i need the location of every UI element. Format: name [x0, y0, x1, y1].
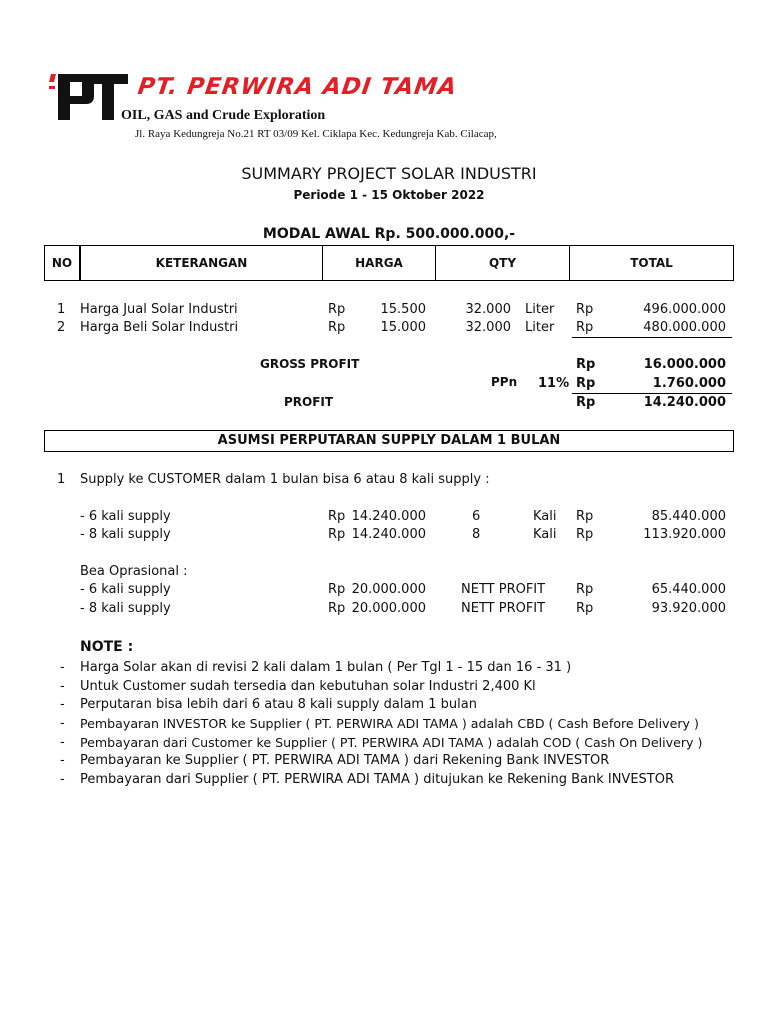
header-total: TOTAL: [569, 246, 733, 280]
initial-capital: MODAL AWAL Rp. 500.000.000,-: [262, 226, 516, 242]
row-total-currency: Rp: [576, 302, 594, 317]
ops-desc: NETT PROFIT: [461, 601, 546, 616]
ppn-label: PPn: [491, 375, 518, 389]
row-no: 1: [57, 302, 66, 317]
note-bullet: -: [60, 679, 65, 694]
note-text: Pembayaran INVESTOR ke Supplier ( PT. PERWIRA ADI TAMA ) adalah CBD ( Cash Before Delivery ): [80, 716, 699, 731]
total-underline: [572, 337, 732, 338]
note-bullet: -: [60, 660, 65, 675]
company-name: PT. PERWIRA ADI TAMA: [136, 74, 459, 100]
supply-total: 113.920.000: [643, 527, 726, 542]
ops-row-label: - 6 kali supply: [80, 582, 171, 597]
assumption-heading: ASUMSI PERPUTARAN SUPPLY DALAM 1 BULAN: [217, 433, 561, 448]
ops-total: 65.440.000: [651, 582, 726, 597]
header-qty: QTY: [435, 246, 569, 280]
gross-profit-label: GROSS PROFIT: [260, 357, 360, 371]
supply-amount: 14.240.000: [351, 527, 426, 542]
gross-profit-value: 16.000.000: [643, 357, 726, 372]
ops-currency: Rp: [328, 582, 346, 597]
period-subtitle: Periode 1 - 15 Oktober 2022: [293, 188, 485, 202]
assumption-no: 1: [57, 472, 66, 487]
row-desc: Harga Jual Solar Industri: [80, 302, 238, 317]
row-qty: 32.000: [465, 302, 511, 317]
note-text: Untuk Customer sudah tersedia dan kebutuhan solar Industri 2,400 Kl: [80, 679, 536, 694]
supply-times: 8: [472, 527, 481, 542]
row-unit: Liter: [525, 302, 555, 317]
page-title: SUMMARY PROJECT SOLAR INDUSTRI: [241, 164, 537, 183]
supply-currency: Rp: [328, 527, 346, 542]
header-harga: HARGA: [322, 246, 435, 280]
supply-total-currency: Rp: [576, 527, 594, 542]
supply-label: - 8 kali supply: [80, 527, 171, 542]
profit-label: PROFIT: [284, 395, 334, 409]
ppn-rate: 11%: [538, 376, 570, 391]
ops-amount: 20.000.000: [351, 601, 426, 616]
note-bullet: -: [60, 716, 65, 731]
note-bullet: -: [60, 697, 65, 712]
ppn-underline: [572, 393, 732, 394]
header-keterangan: KETERANGAN: [79, 246, 322, 280]
notes-heading: NOTE :: [80, 639, 134, 655]
company-address: Jl. Raya Kedungreja No.21 RT 03/09 Kel. Ciklapa Kec. Kedungreja Kab. Cilacap,: [135, 128, 497, 140]
ops-label: Bea Oprasional :: [80, 564, 188, 579]
supply-total-currency: Rp: [576, 509, 594, 524]
supply-times: 6: [472, 509, 481, 524]
row-currency: Rp: [328, 302, 346, 317]
row-qty: 32.000: [465, 320, 511, 335]
ops-row-label: - 8 kali supply: [80, 601, 171, 616]
row-total: 480.000.000: [643, 320, 726, 335]
ops-total: 93.920.000: [651, 601, 726, 616]
ppn-value: 1.760.000: [652, 376, 726, 391]
assumption-intro: Supply ke CUSTOMER dalam 1 bulan bisa 6 atau 8 kali supply :: [80, 472, 490, 487]
supply-total: 85.440.000: [651, 509, 726, 524]
ops-currency: Rp: [328, 601, 346, 616]
supply-currency: Rp: [328, 509, 346, 524]
supply-unit: Kali: [533, 509, 557, 524]
row-no: 2: [57, 320, 66, 335]
ops-total-currency: Rp: [576, 601, 594, 616]
supply-label: - 6 kali supply: [80, 509, 171, 524]
summary-table-header: [44, 245, 734, 281]
ppn-currency: Rp: [576, 376, 596, 391]
note-text: Pembayaran ke Supplier ( PT. PERWIRA ADI TAMA ) dari Rekening Bank INVESTOR: [80, 753, 610, 768]
note-text: Pembayaran dari Customer ke Supplier ( PT. PERWIRA ADI TAMA ) adalah COD ( Cash On Delivery ): [80, 735, 703, 750]
row-unit: Liter: [525, 320, 555, 335]
profit-currency: Rp: [576, 395, 596, 410]
note-text: Harga Solar akan di revisi 2 kali dalam 1 bulan ( Per Tgl 1 - 15 dan 16 - 31 ): [80, 660, 572, 675]
row-total: 496.000.000: [643, 302, 726, 317]
profit-value: 14.240.000: [643, 395, 726, 410]
header-no: NO: [51, 256, 73, 270]
gross-profit-currency: Rp: [576, 357, 596, 372]
supply-unit: Kali: [533, 527, 557, 542]
supply-amount: 14.240.000: [351, 509, 426, 524]
ops-amount: 20.000.000: [351, 582, 426, 597]
row-desc: Harga Beli Solar Industri: [80, 320, 239, 335]
logo-pt-mark: [48, 70, 130, 122]
company-tagline: OIL, GAS and Crude Exploration: [121, 108, 326, 123]
note-text: Pembayaran dari Supplier ( PT. PERWIRA ADI TAMA ) ditujukan ke Rekening Bank INVESTOR: [80, 772, 675, 787]
note-bullet: -: [60, 772, 65, 787]
row-price: 15.500: [380, 302, 426, 317]
note-text: Perputaran bisa lebih dari 6 atau 8 kali supply dalam 1 bulan: [80, 697, 477, 712]
company-logo: [48, 70, 130, 122]
note-bullet: -: [60, 753, 65, 768]
ops-total-currency: Rp: [576, 582, 594, 597]
row-total-currency: Rp: [576, 320, 594, 335]
ops-desc: NETT PROFIT: [461, 582, 546, 597]
row-price: 15.000: [380, 320, 426, 335]
note-bullet: -: [60, 735, 65, 750]
assumption-heading-box: [44, 430, 734, 452]
row-currency: Rp: [328, 320, 346, 335]
